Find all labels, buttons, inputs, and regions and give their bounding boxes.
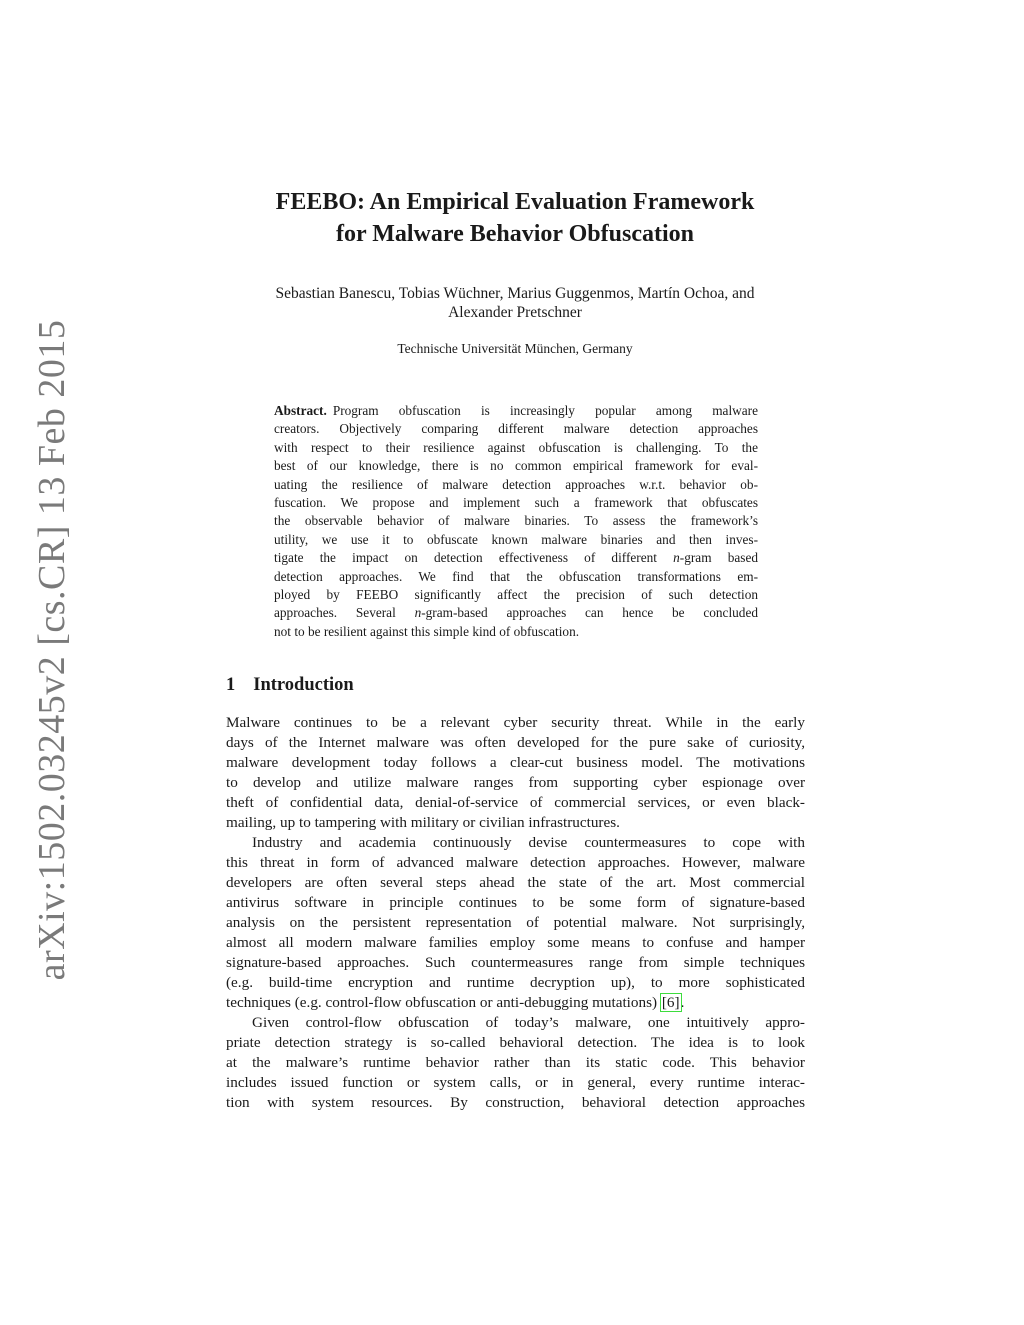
abstract-line: not to be resilient against this simple kind of obfuscation. — [274, 623, 580, 639]
abstract-line: utility, we use it to obfuscate known malware binaries and then inves- — [274, 531, 758, 547]
citation-link[interactable]: [6] — [661, 994, 680, 1011]
body-line: tion with system resources. By construction, behavioral detection approaches — [226, 1094, 805, 1111]
abstract-line — [274, 604, 758, 622]
body-line: almost all modern malware families employ some means to confuse and hamper — [226, 934, 805, 951]
abstract-line: creators. Objectively comparing different malware detection approaches — [274, 421, 758, 437]
section-number: 1 — [226, 675, 236, 695]
abstract-line-text: Program obfuscation is increasingly popular among malware — [332, 403, 758, 418]
body-line: developers are often several steps ahead the state of the art. Most commercial — [226, 874, 805, 891]
paper-title-line-2: for Malware Behavior Obfuscation — [336, 221, 694, 247]
affiliation: Technische Universität München, Germany — [397, 341, 633, 356]
arxiv-identifier-stamp: arXiv:1502.03245v2 [cs.CR] 13 Feb 2015 — [31, 319, 73, 981]
abstract-line — [274, 402, 758, 420]
abstract-line: detection approaches. We find that the obfuscation transformations em- — [274, 568, 758, 584]
body-line: Malware continues to be a relevant cyber security threat. While in the early — [226, 714, 805, 731]
body-line: days of the Internet malware was often developed for the pure sake of curiosity, — [226, 734, 805, 751]
abstract-line-text: approaches. Several — [274, 605, 415, 621]
abstract-line-text: -gram based — [679, 550, 758, 566]
body-line: antivirus software in principle continues to be some form of signature-based — [226, 894, 805, 911]
abstract-line-text: tigate the impact on detection effectiveness of different — [274, 550, 674, 566]
math-n: n — [414, 605, 422, 621]
paper-title — [200, 186, 830, 250]
body-line-text: techniques (e.g. control-flow obfuscation or anti-debugging mutations) — [226, 994, 661, 1011]
body-line-text: . — [680, 994, 685, 1011]
introduction-body — [226, 713, 805, 1113]
body-line: Given control-flow obfuscation of today’s malware, one intuitively appro- — [252, 1014, 805, 1031]
abstract — [274, 402, 758, 641]
body-line: (e.g. build-time encryption and runtime decryption up), to more sophisticated — [226, 974, 805, 991]
author-list — [200, 284, 830, 322]
abstract-line: uating the resilience of malware detection approaches w.r.t. behavior ob- — [274, 476, 758, 492]
section-heading-introduction — [226, 673, 354, 697]
abstract-line — [274, 549, 758, 567]
body-line: analysis on the persistent representation of potential malware. Not surprisingly, — [226, 914, 805, 931]
author-list-line-2: Alexander Pretschner — [448, 304, 582, 321]
body-line: priate detection strategy is so-called behavioral detection. The idea is to look — [226, 1034, 805, 1051]
paper-title-line-1: FEEBO: An Empirical Evaluation Framework — [275, 189, 755, 215]
abstract-line-text: -gram-based approaches can hence be concluded — [421, 605, 758, 621]
abstract-line: with respect to their resilience against obfuscation is challenging. To the — [274, 439, 758, 455]
abstract-line: the observable behavior of malware binaries. To assess the framework’s — [274, 513, 758, 529]
body-line: theft of confidential data, denial-of-service of commercial services, or even black- — [226, 794, 805, 811]
abstract-line: fuscation. We propose and implement such a framework that obfuscates — [274, 494, 758, 510]
abstract-label: Abstract. — [274, 403, 327, 418]
author-list-line-1: Sebastian Banescu, Tobias Wüchner, Marius Guggenmos, Martín Ochoa, and — [275, 285, 755, 302]
abstract-line: best of our knowledge, there is no common empirical framework for eval- — [274, 458, 758, 474]
body-line: mailing, up to tampering with military or civilian infrastructures. — [226, 814, 620, 831]
body-line: this threat in form of advanced malware detection approaches. However, malware — [226, 854, 805, 871]
abstract-line: ployed by FEEBO significantly affect the precision of such detection — [274, 586, 758, 602]
body-line — [226, 993, 805, 1013]
math-n: n — [673, 550, 680, 566]
body-line: at the malware’s runtime behavior rather than its static code. This behavior — [226, 1054, 805, 1071]
body-line: Industry and academia continuously devise countermeasures to cope with — [252, 834, 805, 851]
section-title: Introduction — [253, 675, 354, 695]
body-line: to develop and utilize malware ranges from supporting cyber espionage over — [226, 774, 805, 791]
body-line: malware development today follows a clear-cut business model. The motivations — [226, 754, 805, 771]
body-line: includes issued function or system calls, or in general, every runtime interac- — [226, 1074, 805, 1091]
body-line: signature-based approaches. Such countermeasures range from simple techniques — [226, 954, 805, 971]
